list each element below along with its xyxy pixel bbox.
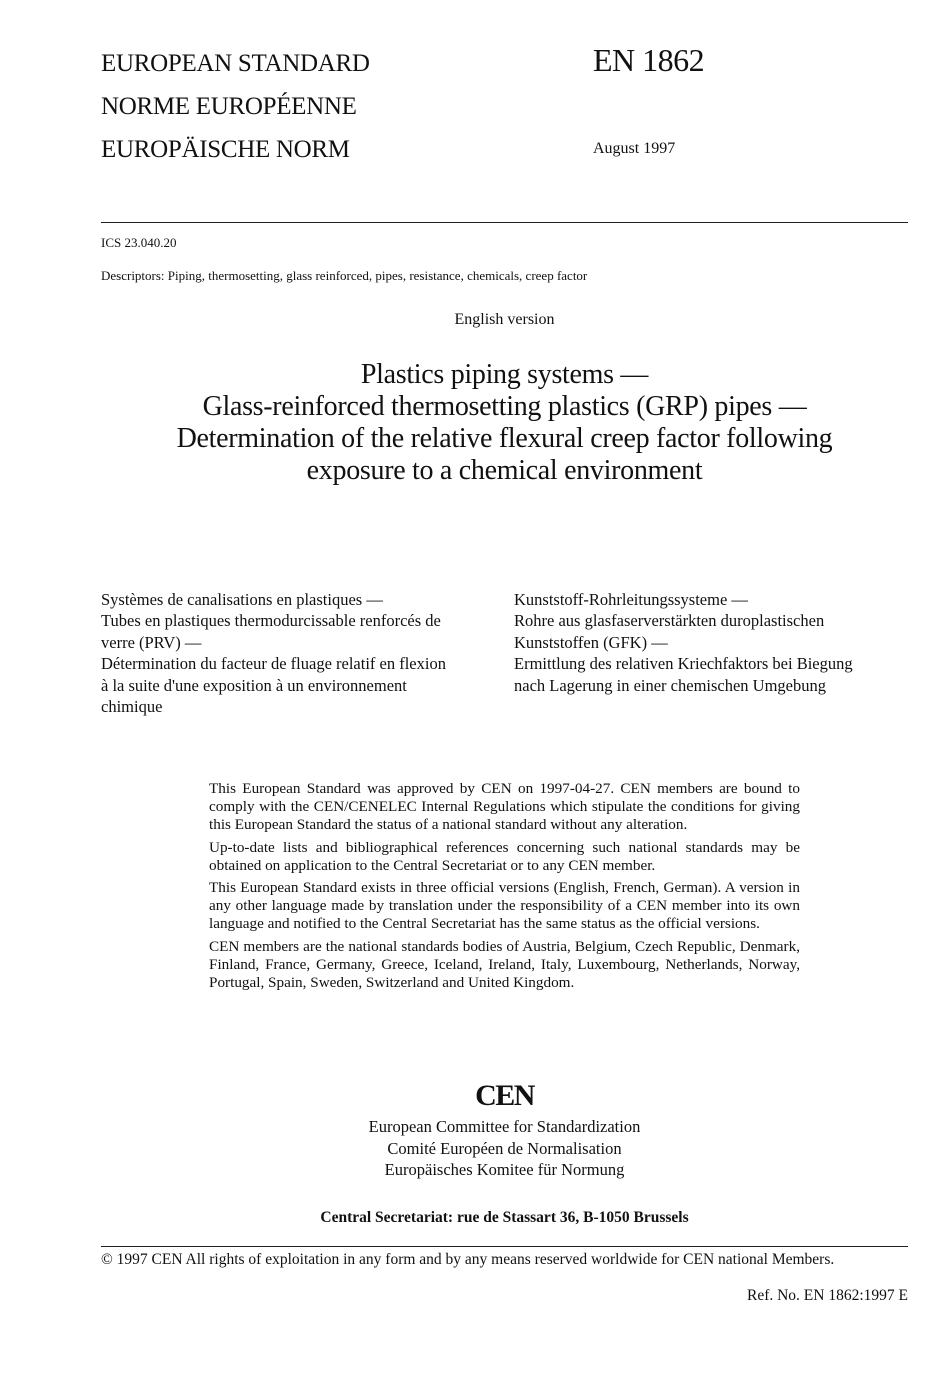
standard-type-fr: NORME EUROPÉENNE [101,93,357,120]
descriptors: Descriptors: Piping, thermosetting, glass reinforced, pipes, resistance, chemicals, creep factor [101,268,588,283]
german-title-line: Ermittlung des relativen Kriechfaktors bei Biegung [514,654,853,674]
copyright-notice: © 1997 CEN All rights of exploitation in any form and by any means reserved worldwide for CEN national Members. [101,1251,835,1268]
notice-paragraph: Up-to-date lists and bibliographical references concerning such national standards may be obtained on application to the Central Secretariat or to any CEN member. [209,838,800,874]
german-title-line: Kunststoffen (GFK) — [514,632,668,652]
notice-paragraph: This European Standard exists in three official versions (English, French, German). A version in any other language made by translation under the responsibility of a CEN member into its own language and notified to the Central Secretariat has the same status as the official versions. [209,879,800,933]
french-title-line: verre (PRV) — [101,632,202,652]
title-line: Glass-reinforced thermosetting plastics (GRP) pipes — [202,391,807,422]
title-line: Determination of the relative flexural creep factor following [176,423,833,454]
german-title [514,589,908,696]
german-title-line: nach Lagerung in einer chemischen Umgebung [514,675,827,695]
header-divider [101,222,908,223]
notice-paragraph: This European Standard was approved by CEN on 1997-04-27. CEN members are bound to comply with the CEN/CENELEC Internal Regulations which stipulate the conditions for giving this European Standard the status of a national standard without any alteration. [209,780,800,834]
reference-number: Ref. No. EN 1862:1997 E [746,1287,908,1304]
french-title-line: Systèmes de canalisations en plastiques — [101,590,383,609]
german-title-line: Kunststoff-Rohrleitungssysteme — [514,590,748,609]
document-title [101,359,908,487]
french-title-line: Détermination du facteur de fluage relatif en flexion [101,654,446,674]
cen-names [101,1116,908,1181]
title-line: exposure to a chemical environment [306,455,703,486]
standard-type-de: EUROPÄISCHE NORM [101,136,350,163]
version-label: English version [454,311,555,328]
standard-type-en: EUROPEAN STANDARD [101,50,370,77]
publication-date: August 1997 [593,140,676,157]
standard-number: EN 1862 [593,42,705,78]
french-title-line: à la suite d'une exposition à un environnement [101,675,407,695]
title-line: Plastics piping systems — [360,359,649,390]
ics-code: ICS 23.040.20 [101,235,177,250]
approval-notice [209,780,800,996]
cen-logo: CEN [475,1079,534,1112]
french-title-line: chimique [101,697,163,717]
central-secretariat: Central Secretariat: rue de Stassart 36, B-1050 Brussels [320,1209,689,1226]
footer-divider [101,1246,908,1247]
cen-name-en: European Committee for Standardization [368,1117,641,1136]
french-title-line: Tubes en plastiques thermodurcissable renforcés de [101,611,441,631]
cen-name-fr: Comité Européen de Normalisation [387,1138,622,1158]
cen-name-de: Europäisches Komitee für Normung [384,1160,625,1179]
german-title-line: Rohre aus glasfaserverstärkten duroplastischen [514,611,825,631]
notice-paragraph: CEN members are the national standards bodies of Austria, Belgium, Czech Republic, Denmark, Finland, France, Germany, Greece, Iceland, Ireland, Italy, Luxembourg, Netherlands, Norway, Portugal, Spain, Sweden, Switzerland and United Kingdom. [209,937,800,992]
french-title [101,589,501,717]
